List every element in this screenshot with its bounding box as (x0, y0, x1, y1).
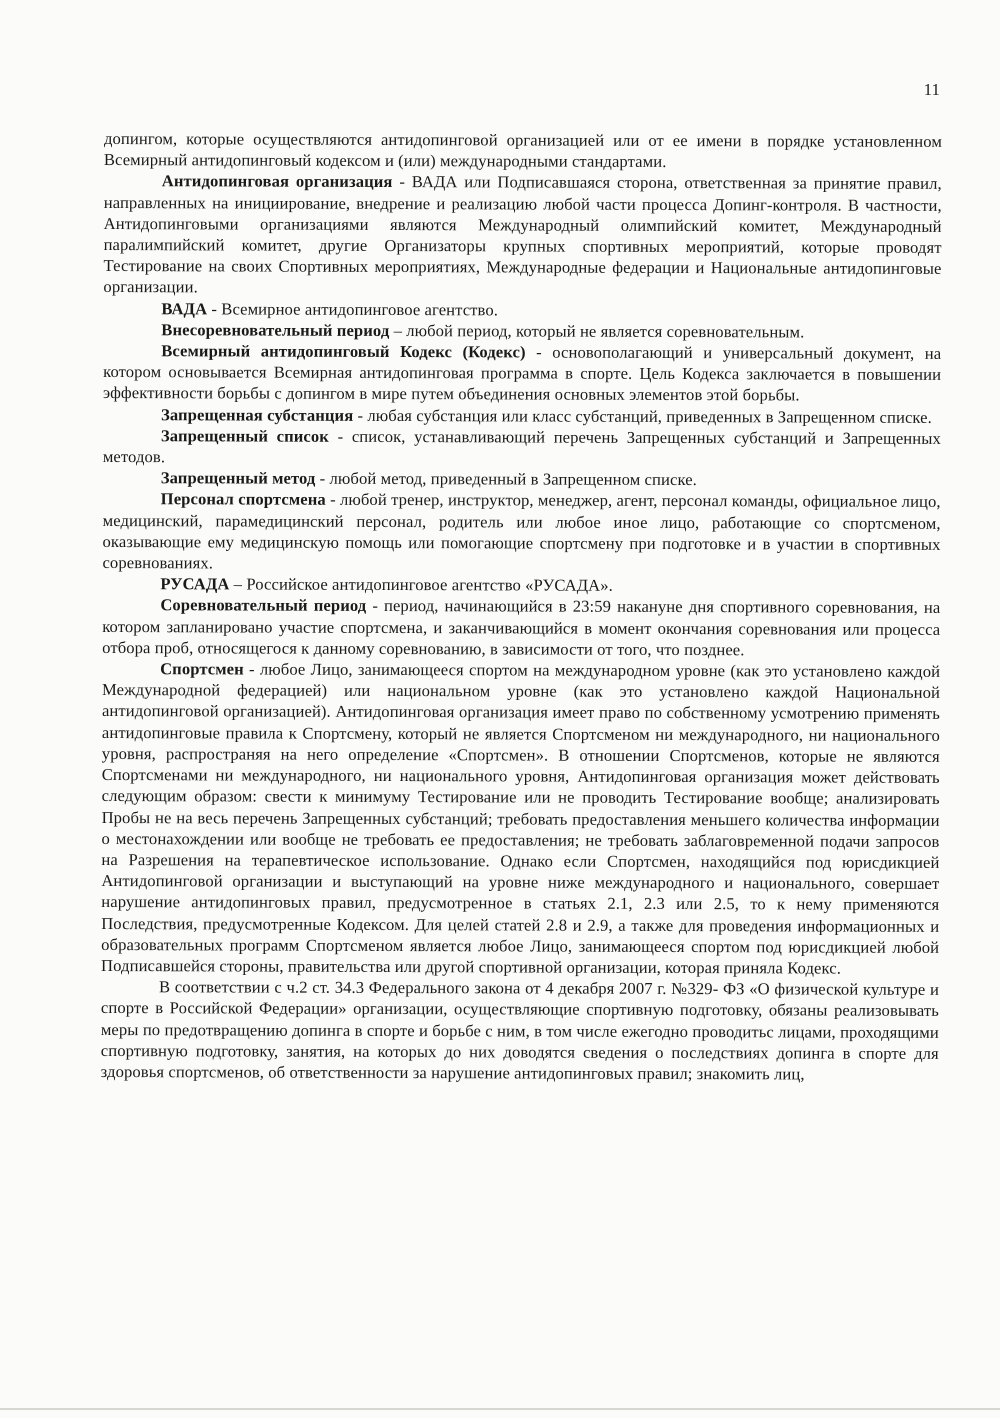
definition-text: – Российское антидопинговое агентство «РУСАДА». (229, 574, 613, 596)
definition-text: - ВАДА или Подписавшаяся сторона, ответственная за принятие правил, направленных на инициирование, внедрение и реализацию любой части процесса Допинг-контроля. В частности, Антидопинговыми организациями являются Международный олимпийский комитет, Международный паралимпийский комитет, другие Организаторы крупных спортивных мероприятий, которые проводят Тестирование на своих Спортивных мероприятиях, Международные федерации и Национальные антидопинговые организации. (103, 172, 942, 297)
paragraph-federal-law (101, 976, 939, 1085)
paragraph-text: В соответствии с ч.2 ст. 34.3 Федерального закона от 4 декабря 2007 г. №329- ФЗ «О физической культуре и спорте в Российской Федерации» организации, осуществляющие спортивную подготовку, обязаны реализовывать меры по предотвращению допинга в спорте и борьбе с ним, в том числе ежегодно проводитьс лицами, проходящими спортивную подготовку, занятия, на которых до них доводятся сведения о последствиях допинга в спорте для здоровья спортсменов, об ответственности за нарушение антидопинговых правил; знакомить лиц, (100, 977, 940, 1084)
definition-text: - любая субстанция или класс субстанций, приведенных в Запрещенном списке. (353, 405, 932, 427)
definition-term: Запрещенный список (160, 426, 330, 446)
paragraph-continuation (104, 128, 942, 173)
definition-text: – любой период, который не является соревновательным. (389, 320, 805, 342)
definition-text: - любой метод, приведенный в Запрещенном списке. (315, 468, 697, 490)
definition-term: Спортсмен (160, 659, 244, 679)
definition-antidoping-organization (103, 170, 941, 300)
definition-text: - Всемирное антидопинговое агентство. (207, 298, 499, 320)
definition-text: - период, начинающийся в 23:59 накануне дня спортивного соревнования, на котором запланировано участие спортсмена, и заканчивающийся в момент окончания соревнования или процесса отбора проб, относящегося к данному соревнованию, в зависимости от того, что позднее. (102, 596, 941, 660)
definition-text: - любое Лицо, занимающееся спортом на международном уровне (как это установлено каждой Международной федерацией) или национальном уровне (как это установлено каждой Национальной антидопинговой организацией). Антидопинговая организация имеет право по собственному усмотрению применять антидопинговые правила к Спортсмену, который не является Спортсменом ни международного, ни национального уровня, распространяя на него определение «Спортсмен». В отношении Спортсменов, которые не являются Спортсменами ни международного, ни национального уровня, Антидопинговая организация может действовать следующим образом: свести к минимуму Тестирование или не проводить Тестирование вообще; анализировать Пробы не на весь перечень Запрещенных субстанций; требовать предоставления меньшего количества информации о местонахождении или вообще не требовать ее предоставления; не требовать заблаговременной подачи запросов на Разрешения на терапевтическое использование. Однако если Спортсмен, находящийся под юрисдикцией Антидопинговой организации и выступающий на уровне ниже международного и национального, совершает нарушение антидопинговых правил, предусмотренное в статьях 2.1, 2.3 или 2.5, то к нему применяются Последствия, предусмотренные Кодексом. Для целей статей 2.8 и 2.9, а также для проведения информационных и образовательных программ Спортсменом является любое Лицо, занимающееся спортом под юрисдикцией любой Подписавшейся стороны, правительства или другой спортивной организации, которая приняла Кодекс. (101, 659, 941, 978)
definition-term: Внесоревновательный период (161, 320, 390, 340)
definition-athlete-support-personnel (102, 488, 940, 576)
definition-in-competition (102, 594, 940, 661)
definition-term: Запрещенный метод (160, 468, 316, 488)
definition-term: Запрещенная субстанция (160, 404, 354, 425)
definition-term: Антидопинговая организация (161, 171, 393, 192)
definition-wada (103, 298, 941, 322)
definition-out-of-competition (103, 319, 941, 343)
page-number: 11 (923, 80, 940, 99)
definition-prohibited-substance (103, 404, 941, 428)
definition-rusada (102, 573, 940, 597)
definition-prohibited-list (103, 425, 941, 470)
definition-term: Всемирный антидопинговый Кодекс (Кодекс) (161, 341, 526, 362)
definition-athlete (101, 658, 940, 979)
definition-text: - любой тренер, инструктор, менеджер, агент, персонал команды, официальное лицо, медицинский, парамедицинский персонал, родитель или любое иное лицо, работающие со спортсменом, оказывающие ему медицинскую помощь или помогающие спортсмену при подготовке и в участии в спортивных соревнованиях. (102, 490, 941, 573)
definition-term: ВАДА (161, 298, 208, 318)
definition-term: РУСАДА (160, 574, 230, 594)
page-bottom-edge (0, 1408, 1000, 1410)
definition-text: - основополагающий и универсальный документ, на котором основывается Всемирная антидопинговая программа в спорте. Цель Кодекса заключается в повышении эффективности борьбы с допингом в мире путем объединения основных элементов этой борьбы. (103, 342, 942, 405)
definition-code (103, 340, 941, 407)
definition-prohibited-method (103, 467, 941, 491)
document-body (101, 128, 942, 1085)
paragraph-text: допингом, которые осуществляются антидопинговой организацией или от ее имени в порядке установленном Всемирный антидопинговый кодексом и (или) международными стандартами. (103, 129, 942, 172)
definition-term: Персонал спортсмена (160, 489, 326, 510)
definition-term: Соревновательный период (160, 595, 367, 616)
definition-text: - список, устанавливающий перечень Запрещенных субстанций и Запрещенных методов. (102, 426, 941, 467)
